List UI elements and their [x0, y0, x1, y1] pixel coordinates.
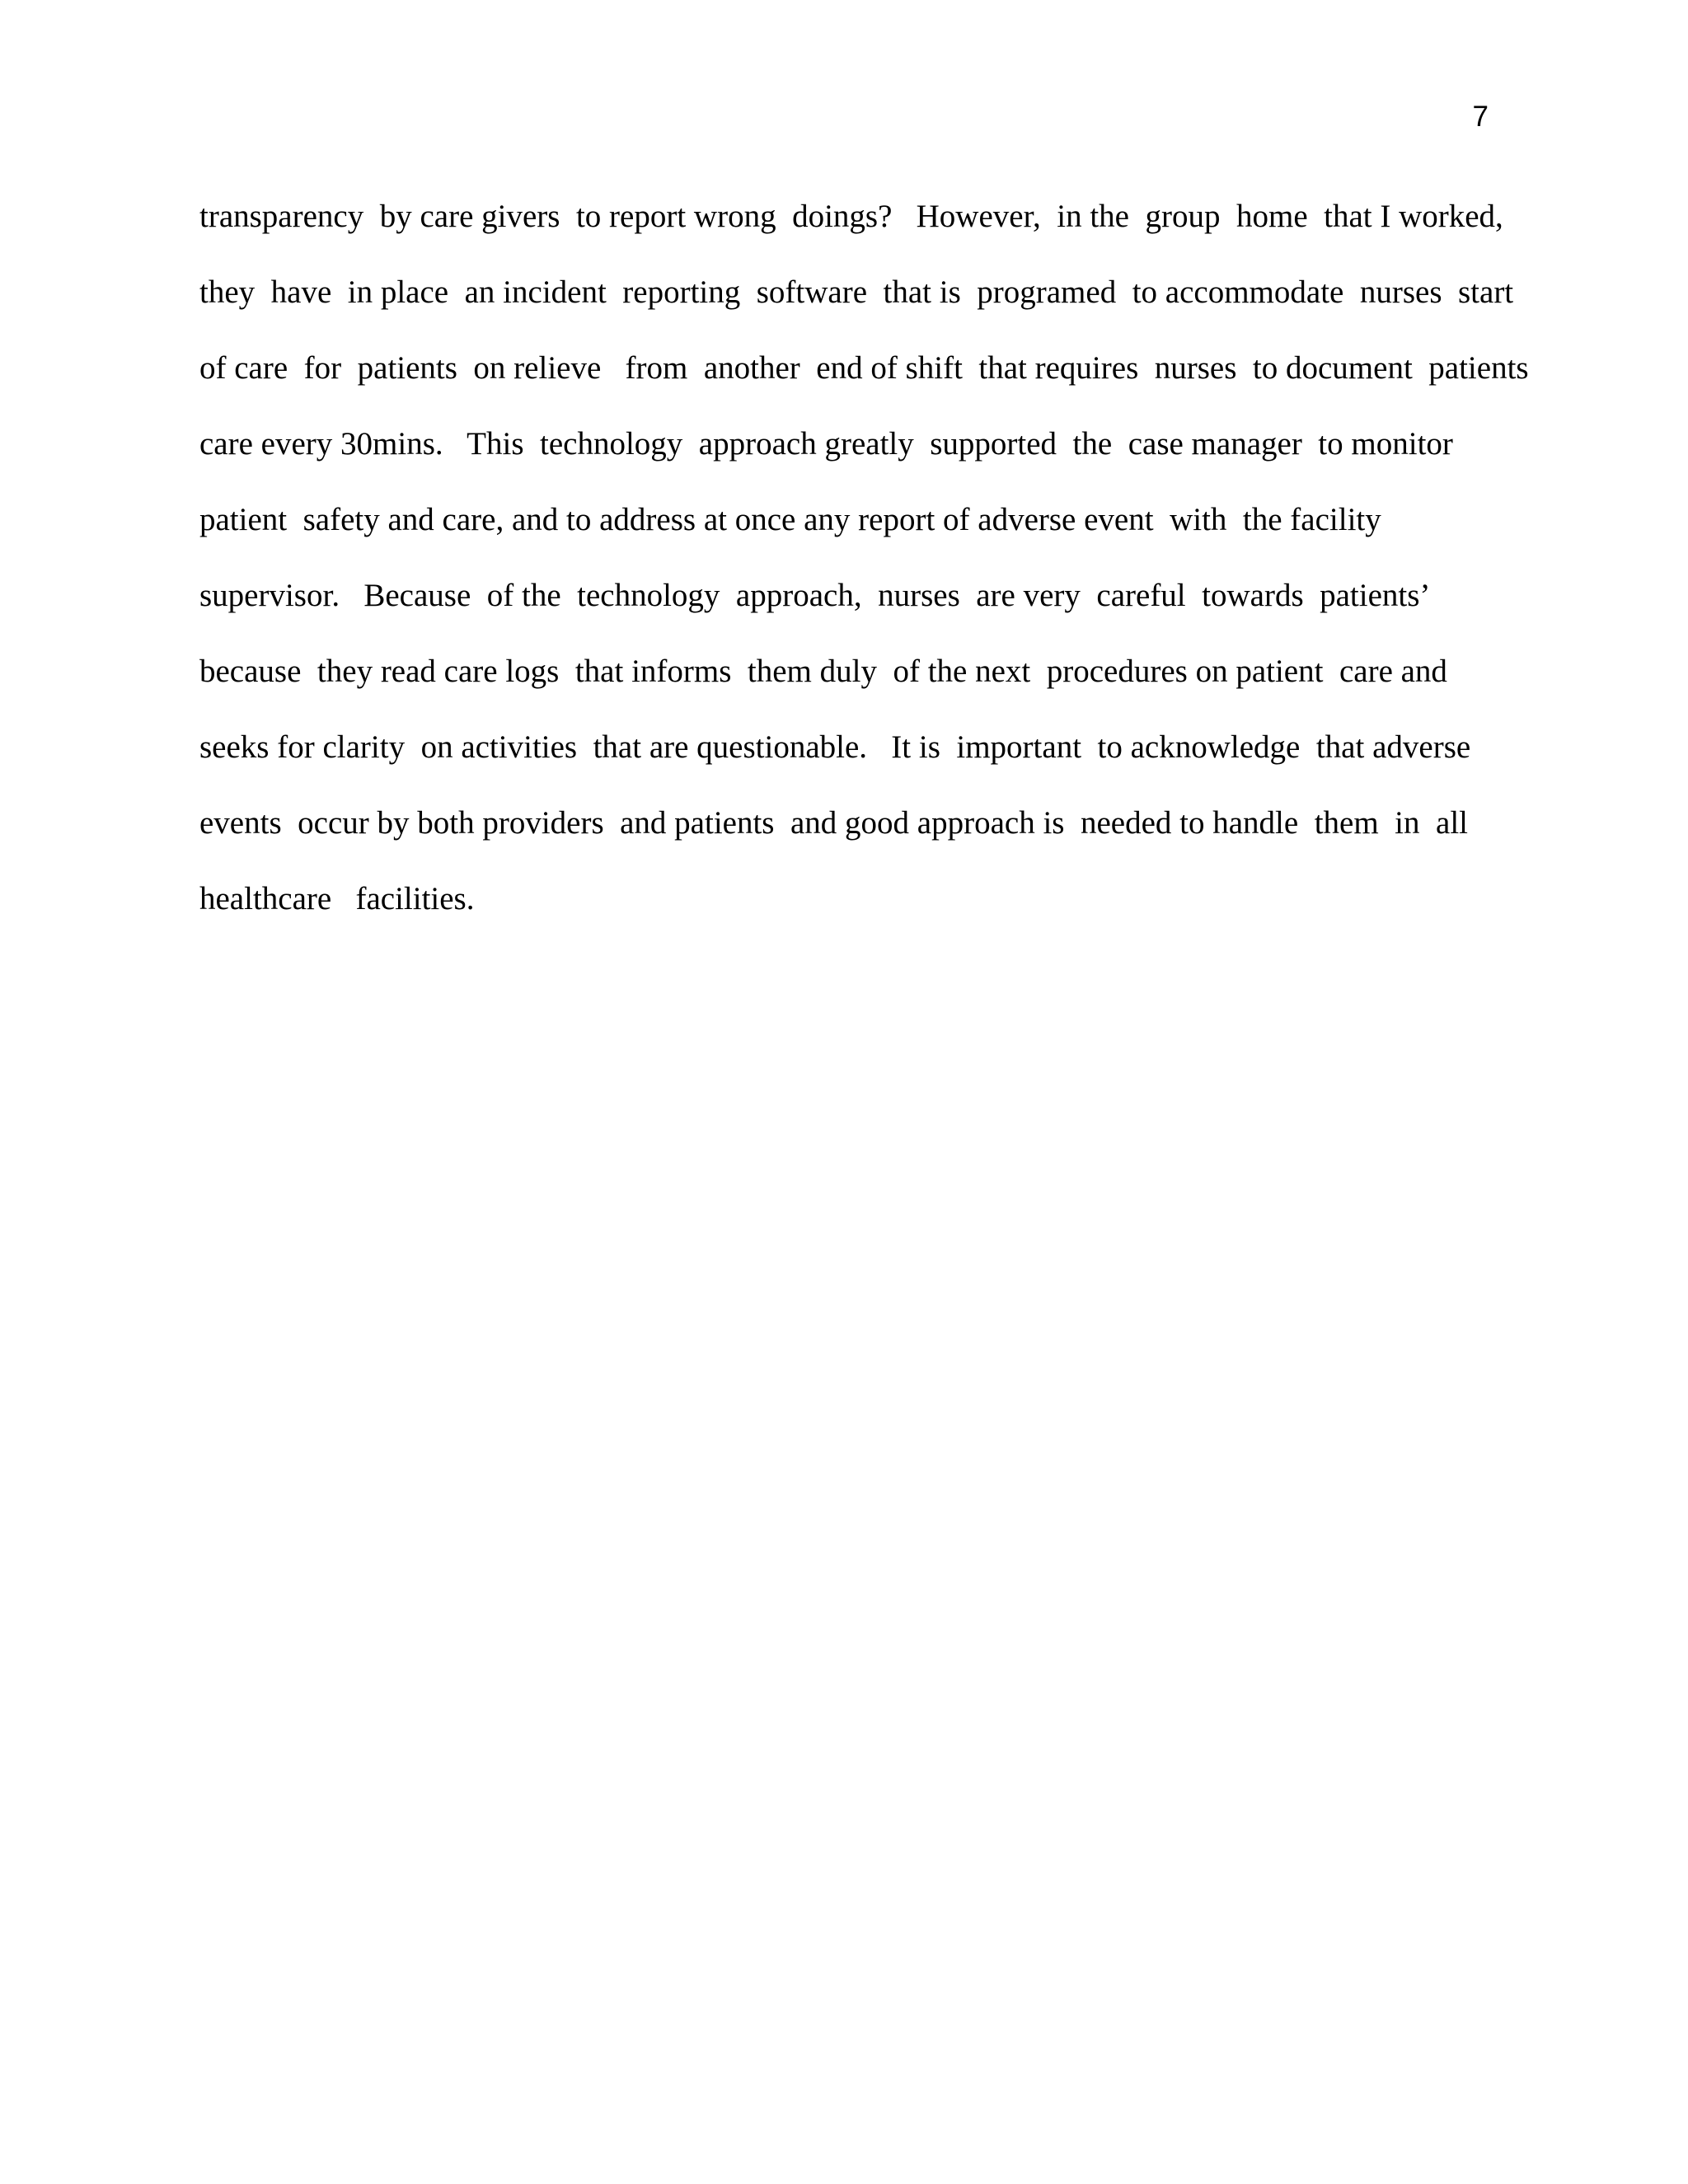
text-line: because they read care logs that informs them duly of the next procedures on patient care and [199, 654, 1447, 689]
text-line: seeks for clarity on activities that are questionable. It is important to acknowledge that adverse [199, 729, 1471, 765]
text-line: care every 30mins. This technology approach greatly supported the case manager to monitor [199, 426, 1453, 462]
text-line: supervisor. Because of the technology approach, nurses are very careful towards patients’ [199, 578, 1431, 613]
text-line: patient safety and care, and to address at once any report of adverse event with the facility [199, 502, 1381, 537]
text-line: events occur by both providers and patients and good approach is needed to handle them in all [199, 805, 1468, 841]
body-paragraph [199, 191, 1529, 949]
text-line: transparency by care givers to report wrong doings? However, in the group home that I worked, [199, 199, 1503, 234]
text-line: they have in place an incident reporting software that is programed to accommodate nurses start [199, 274, 1514, 310]
text-line: healthcare facilities. [199, 881, 475, 916]
page-number: 7 [1472, 101, 1489, 133]
text-line: of care for patients on relieve from another end of shift that requires nurses to document patients [199, 350, 1529, 386]
